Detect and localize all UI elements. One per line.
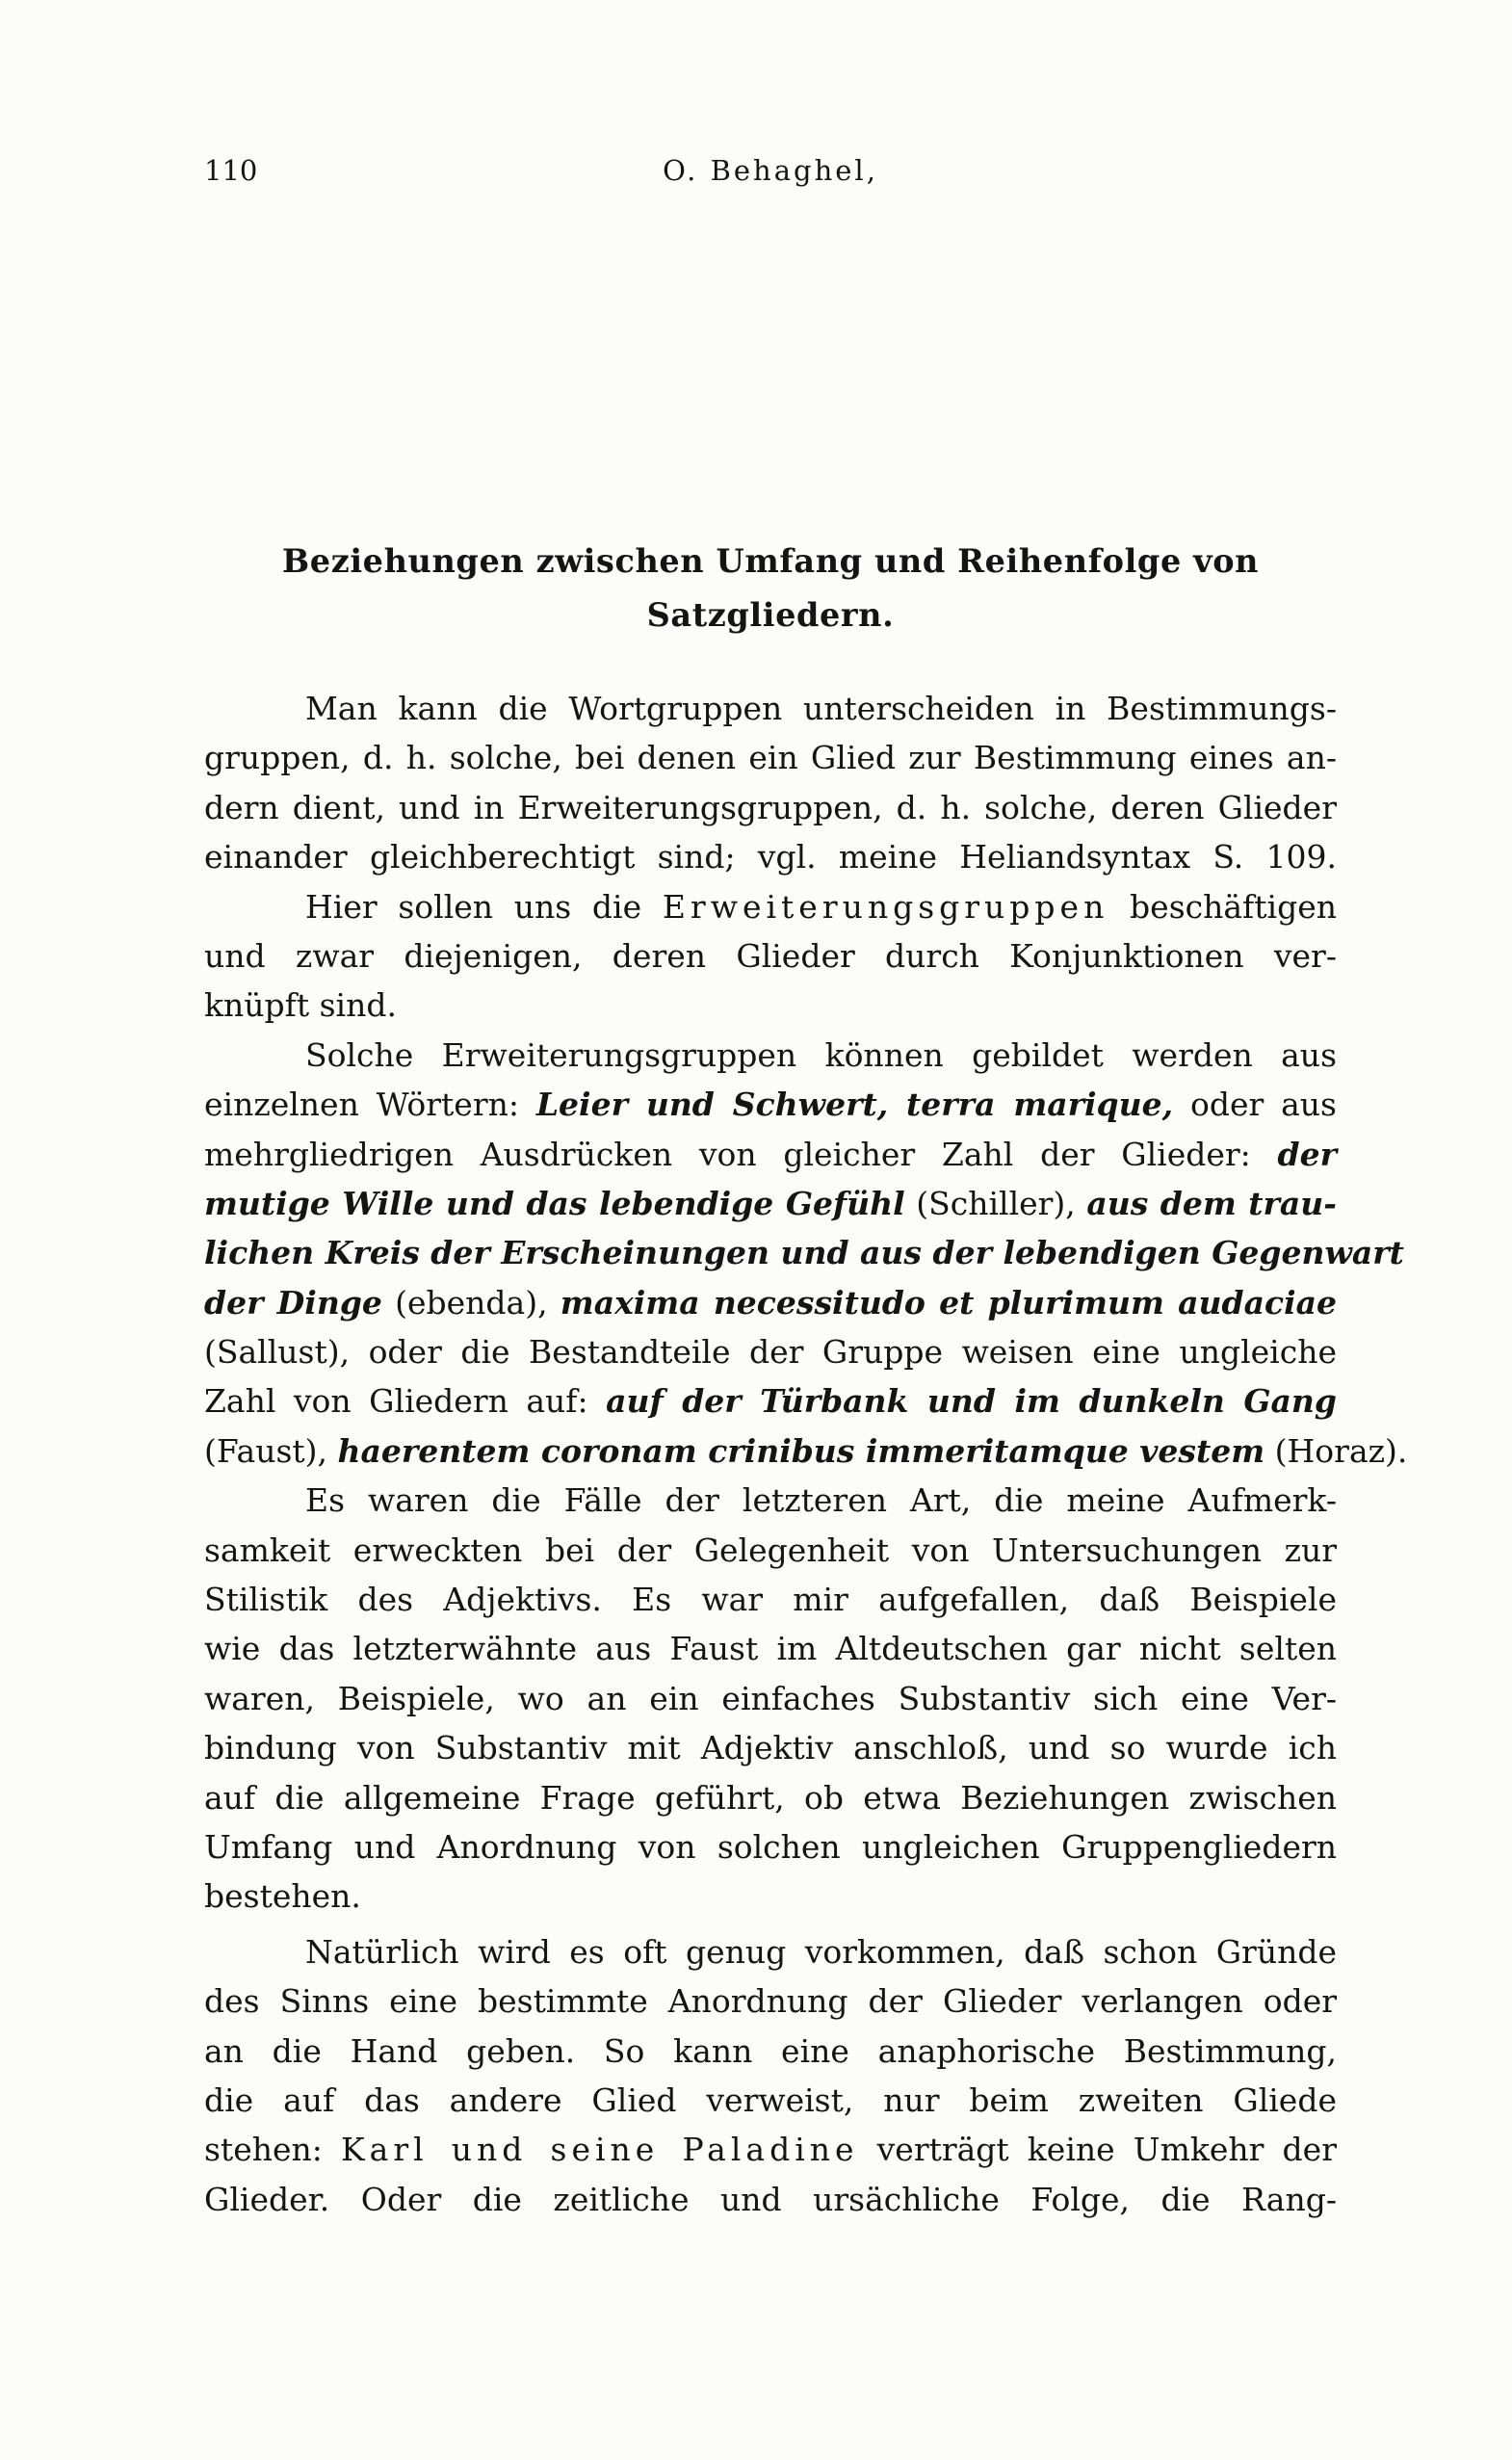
text-line: des Sinns eine bestimmte Anordnung der Glieder verlangen oder bbox=[204, 1982, 1337, 2021]
example-italic: der Dinge bbox=[204, 1283, 382, 1322]
example-italic: mutige Wille und das lebendige Gefühl bbox=[204, 1184, 905, 1222]
text-line: Man kann die Wortgruppen unterscheiden in Bestimmungs- bbox=[305, 690, 1337, 727]
text-line: Hier sollen uns die Erweiterungsgruppen beschäftigen bbox=[305, 887, 1337, 926]
text-line: waren, Beispiele, wo an ein einfaches Substantiv sich eine Ver- bbox=[204, 1679, 1337, 1717]
page-number: 110 bbox=[204, 154, 258, 187]
spaced-term: Erweiterungsgruppen bbox=[662, 887, 1109, 926]
text-line: mutige Wille und das lebendige Gefühl (Schiller), aus dem trau- bbox=[204, 1184, 1337, 1222]
body-text bbox=[204, 684, 1408, 2224]
text-line: bindung von Substantiv mit Adjektiv anschloß, und so wurde ich bbox=[204, 1729, 1337, 1767]
example-italic: Leier und Schwert, terra marique, bbox=[535, 1086, 1174, 1124]
text-line: und zwar diejenigen, deren Glieder durch Konjunktionen ver- bbox=[204, 936, 1337, 975]
text-line: bestehen. bbox=[204, 1877, 361, 1916]
text-line: auf die allgemeine Frage geführt, ob etwa Beziehungen zwischen bbox=[204, 1778, 1337, 1817]
text-line: Solche Erweiterungsgruppen können gebildet werden aus bbox=[305, 1035, 1337, 1074]
text-line: (Faust), haerentem coronam crinibus immeritamque vestem (Horaz). bbox=[204, 1431, 1408, 1470]
text-line: Es waren die Fälle der letzteren Art, die meine Aufmerk- bbox=[305, 1481, 1337, 1520]
example-italic: haerentem coronam crinibus immeritamque vestem bbox=[337, 1431, 1265, 1470]
text-line: einzelnen Wörtern: Leier und Schwert, terra marique, oder aus bbox=[204, 1086, 1337, 1124]
text-line: an die Hand geben. So kann eine anaphorische Bestimmung, bbox=[204, 2031, 1337, 2070]
text-line: (Sallust), oder die Bestandteile der Gruppe weisen eine ungleiche bbox=[204, 1333, 1337, 1372]
page-header bbox=[204, 154, 1337, 202]
text-line: samkeit erweckten bei der Gelegenheit von Untersuchungen zur bbox=[204, 1531, 1337, 1569]
text-line bbox=[204, 1228, 1404, 1277]
example-italic: aus dem trau- bbox=[1086, 1184, 1337, 1222]
spaced-term: Karl und seine Paladine bbox=[341, 2131, 859, 2169]
example-italic: maxima necessitudo et plurimum audaciae bbox=[560, 1283, 1337, 1322]
text-line: einander gleichberechtigt sind; vgl. meine Heliandsyntax S. 109. bbox=[204, 838, 1337, 877]
section-title-line-1: Beziehungen zwischen Umfang und Reihenfolge von bbox=[281, 542, 1260, 580]
text-line: wie das letzterwähnte aus Faust im Altdeutschen gar nicht selten bbox=[204, 1630, 1337, 1668]
text-line: Natürlich wird es oft genug vorkommen, daß schon Gründe bbox=[305, 1932, 1337, 1971]
text-line: dern dient, und in Erweiterungsgruppen, d. h. solche, deren Glieder bbox=[204, 788, 1337, 826]
section-title bbox=[204, 535, 1337, 642]
example-italic: lichen Kreis der Erscheinungen und aus der lebendigen Gegenwart bbox=[204, 1234, 1404, 1272]
text-line: Umfang und Anordnung von solchen ungleichen Gruppengliedern bbox=[204, 1827, 1337, 1866]
text-line: Zahl von Gliedern auf: auf der Türbank und im dunkeln Gang bbox=[204, 1382, 1337, 1421]
example-italic: der bbox=[1277, 1135, 1337, 1173]
example-italic: auf der Türbank und im dunkeln Gang bbox=[606, 1382, 1337, 1421]
running-head: O. Behaghel, bbox=[663, 154, 878, 187]
text-line: mehrgliedrigen Ausdrücken von gleicher Zahl der Glieder: der bbox=[204, 1135, 1337, 1173]
text-line: knüpft sind. bbox=[204, 986, 397, 1025]
text-line: Glieder. Oder die zeitliche und ursächliche Folge, die Rang- bbox=[204, 2180, 1337, 2218]
text-line: stehen: Karl und seine Paladine verträgt keine Umkehr der bbox=[204, 2131, 1337, 2169]
text-line: gruppen, d. h. solche, bei denen ein Glied zur Bestimmung eines an- bbox=[204, 739, 1337, 777]
section-title-line-2: Satzgliedern. bbox=[646, 596, 895, 634]
text-line: Stilistik des Adjektivs. Es war mir aufgefallen, daß Beispiele bbox=[204, 1581, 1337, 1619]
text-line: die auf das andere Glied verweist, nur beim zweiten Gliede bbox=[204, 2081, 1337, 2119]
text-line: der Dinge (ebenda), maxima necessitudo et plurimum audaciae bbox=[204, 1283, 1337, 1322]
